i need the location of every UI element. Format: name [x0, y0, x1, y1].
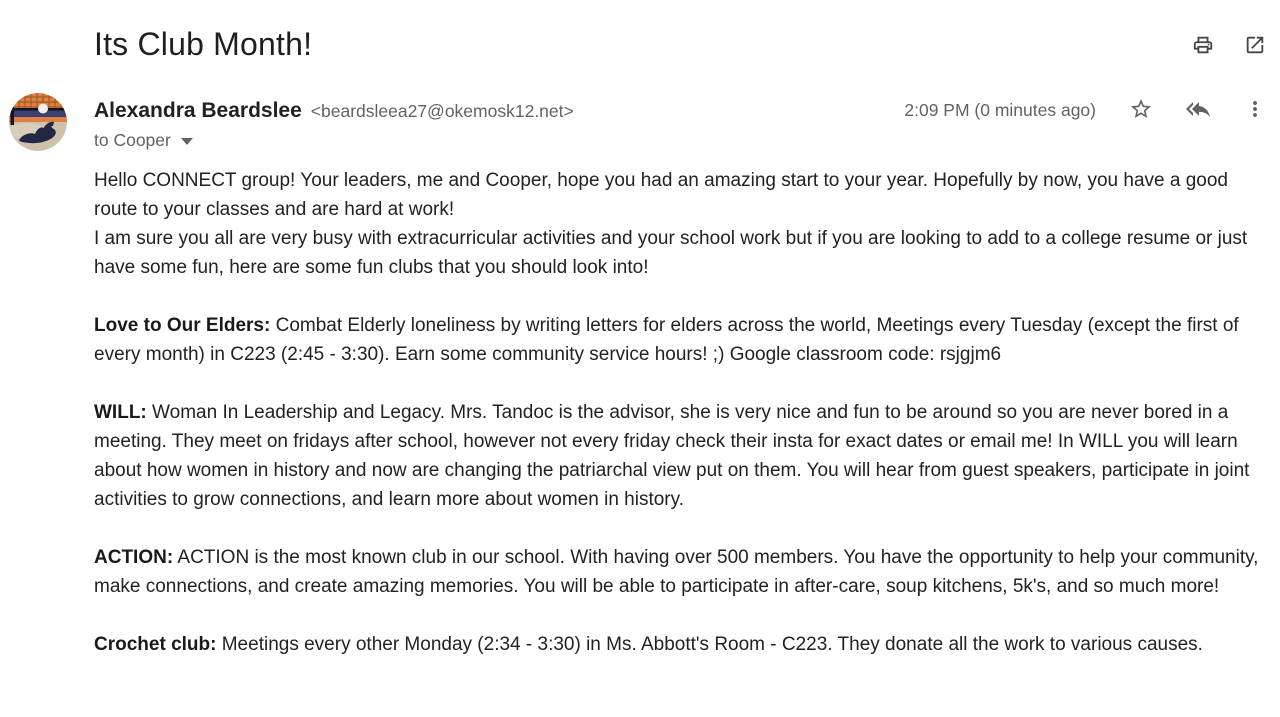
recipient-label: to Cooper — [94, 130, 171, 150]
open-in-new-icon — [1244, 34, 1266, 59]
club-paragraph-action — [94, 543, 1268, 601]
more-options-button[interactable] — [1243, 97, 1267, 124]
club-name: ACTION: — [94, 547, 174, 568]
club-name: Love to Our Elders: — [94, 315, 271, 336]
volleyball-avatar-image — [9, 138, 67, 151]
club-paragraph-elders — [94, 311, 1268, 369]
sender-avatar[interactable] — [9, 93, 67, 151]
recipient-line[interactable] — [94, 130, 193, 151]
club-description: Meetings every other Monday (2:34 - 3:30) in Ms. Abbott's Room - C223. They donate all the work to various causes. — [221, 634, 1203, 655]
sender-name[interactable]: Alexandra Beardslee — [94, 99, 302, 122]
club-paragraph-crochet — [94, 630, 1268, 659]
email-subject: Its Club Month! — [94, 26, 313, 62]
printer-icon — [1192, 34, 1214, 59]
print-button[interactable] — [1192, 34, 1214, 59]
club-description: Woman In Leadership and Legacy. Mrs. Tandoc is the advisor, she is very nice and fun to be around so you are never bored in a meeting. They meet on fridays after school, however not every friday check their insta for exact dates or email me! In WILL you will learn about how women in history and now are changing the patriarchal view put on them. You will hear from guest speakers, participate in joint activities to grow connections, and learn more about women in history. — [94, 402, 1250, 510]
vertical-ellipsis-icon — [1243, 97, 1267, 124]
open-in-new-window-button[interactable] — [1244, 34, 1266, 59]
intro-paragraph-2: I am sure you all are very busy with extracurricular activities and your school work but if you are looking to add to a college resume or just have some fun, here are some fun clubs that you should look into! — [94, 228, 1248, 278]
message-meta — [904, 97, 1267, 123]
sender-email: <beardsleea27@okemosk12.net> — [310, 101, 574, 121]
intro-paragraph-1: Hello CONNECT group! Your leaders, me and Cooper, hope you had an amazing start to your year. Hopefully by now, you have a good route to your classes and are hard at work! — [94, 170, 1228, 220]
timestamp: 2:09 PM (0 minutes ago) — [904, 99, 1096, 120]
email-body — [94, 166, 1268, 659]
message-window-actions — [1192, 34, 1266, 59]
chevron-down-icon[interactable] — [181, 138, 193, 145]
club-name: Crochet club: — [94, 634, 217, 655]
club-description: Combat Elderly loneliness by writing letters for elders across the world, Meetings every Tuesday (except the first of every month) in C223 (2:45 - 3:30). Earn some community service hours! ;) Google classroom code: rsjgjm6 — [94, 315, 1239, 365]
reply-all-button[interactable] — [1186, 97, 1210, 124]
star-button[interactable] — [1129, 97, 1153, 124]
club-paragraph-will — [94, 398, 1268, 514]
club-description: ACTION is the most known club in our school. With having over 500 members. You have the opportunity to help your community, make connections, and create amazing memories. You will be able to participate in after-care, soup kitchens, 5k's, and so much more! — [94, 547, 1259, 597]
club-name: WILL: — [94, 402, 147, 423]
star-icon — [1129, 97, 1153, 124]
sender-line — [94, 99, 574, 123]
reply-all-icon — [1186, 97, 1210, 124]
